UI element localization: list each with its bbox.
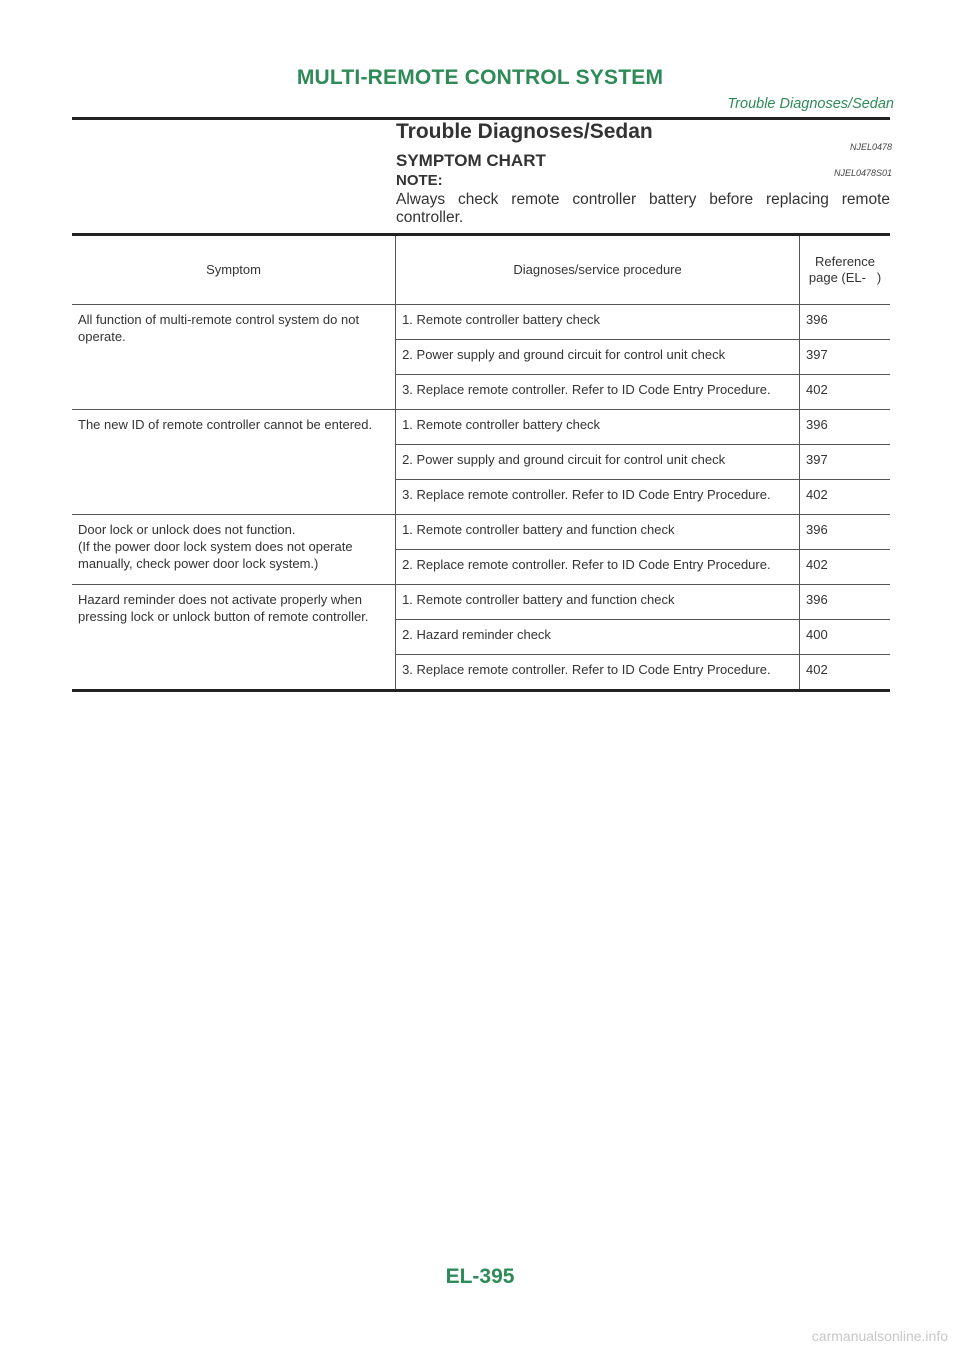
procedure-cell: 3. Replace remote controller. Refer to ID Code Entry Procedure. <box>396 375 800 410</box>
watermark: carmanualsonline.info <box>811 1328 948 1344</box>
reference-cell: 396 <box>800 410 890 445</box>
symptom-cell: The new ID of remote controller cannot be entered. <box>72 410 396 515</box>
procedure-cell: 3. Replace remote controller. Refer to ID Code Entry Procedure. <box>396 480 800 515</box>
symptom-cell: All function of multi-remote control system do not operate. <box>72 305 396 410</box>
note-label: NOTE: <box>396 172 443 189</box>
procedure-cell: 2. Hazard reminder check <box>396 620 800 655</box>
reference-cell: 396 <box>800 515 890 550</box>
reference-cell: 396 <box>800 305 890 340</box>
reference-cell: 402 <box>800 550 890 585</box>
procedure-cell: 2. Replace remote controller. Refer to ID Code Entry Procedure. <box>396 550 800 585</box>
reference-cell: 397 <box>800 445 890 480</box>
note-text <box>396 191 890 227</box>
subsection-code: NJEL0478S01 <box>833 168 892 178</box>
procedure-cell: 2. Power supply and ground circuit for control unit check <box>396 445 800 480</box>
reference-cell: 396 <box>800 585 890 620</box>
procedure-cell: 1. Remote controller battery check <box>396 410 800 445</box>
procedure-cell: 1. Remote controller battery and function check <box>396 515 800 550</box>
symptom-cell: Hazard reminder does not activate properly when pressing lock or unlock button of remote controller. <box>72 585 396 691</box>
procedure-cell: 2. Power supply and ground circuit for control unit check <box>396 340 800 375</box>
table-row <box>72 515 890 550</box>
symptom-chart-table <box>72 233 890 692</box>
table-row <box>72 410 890 445</box>
note-paragraph: Always check remote controller battery before replacing remote controller. <box>396 191 890 226</box>
header-symptom: Symptom <box>72 235 396 305</box>
page-number: EL-395 <box>445 1265 515 1288</box>
procedure-cell: 3. Replace remote controller. Refer to ID Code Entry Procedure. <box>396 655 800 691</box>
subsection-title: SYMPTOM CHART <box>396 151 546 170</box>
table-row <box>72 305 890 340</box>
running-header-title: MULTI-REMOTE CONTROL SYSTEM <box>296 66 664 89</box>
reference-cell: 400 <box>800 620 890 655</box>
table-header-row <box>72 235 890 305</box>
reference-cell: 397 <box>800 340 890 375</box>
reference-cell: 402 <box>800 480 890 515</box>
table-body <box>72 305 890 691</box>
section-code: NJEL0478 <box>849 142 892 152</box>
procedure-cell: 1. Remote controller battery and function check <box>396 585 800 620</box>
header-reference: Reference page (EL- ) <box>800 235 890 305</box>
reference-cell: 402 <box>800 655 890 691</box>
symptom-cell: Door lock or unlock does not function. (If the power door lock system does not operate manually, check power door lock system.) <box>72 515 396 585</box>
running-header-subtitle: Trouble Diagnoses/Sedan <box>727 96 894 112</box>
table-row <box>72 585 890 620</box>
procedure-cell: 1. Remote controller battery check <box>396 305 800 340</box>
section-title: Trouble Diagnoses/Sedan <box>396 120 653 143</box>
reference-cell: 402 <box>800 375 890 410</box>
header-procedure: Diagnoses/service procedure <box>396 235 800 305</box>
